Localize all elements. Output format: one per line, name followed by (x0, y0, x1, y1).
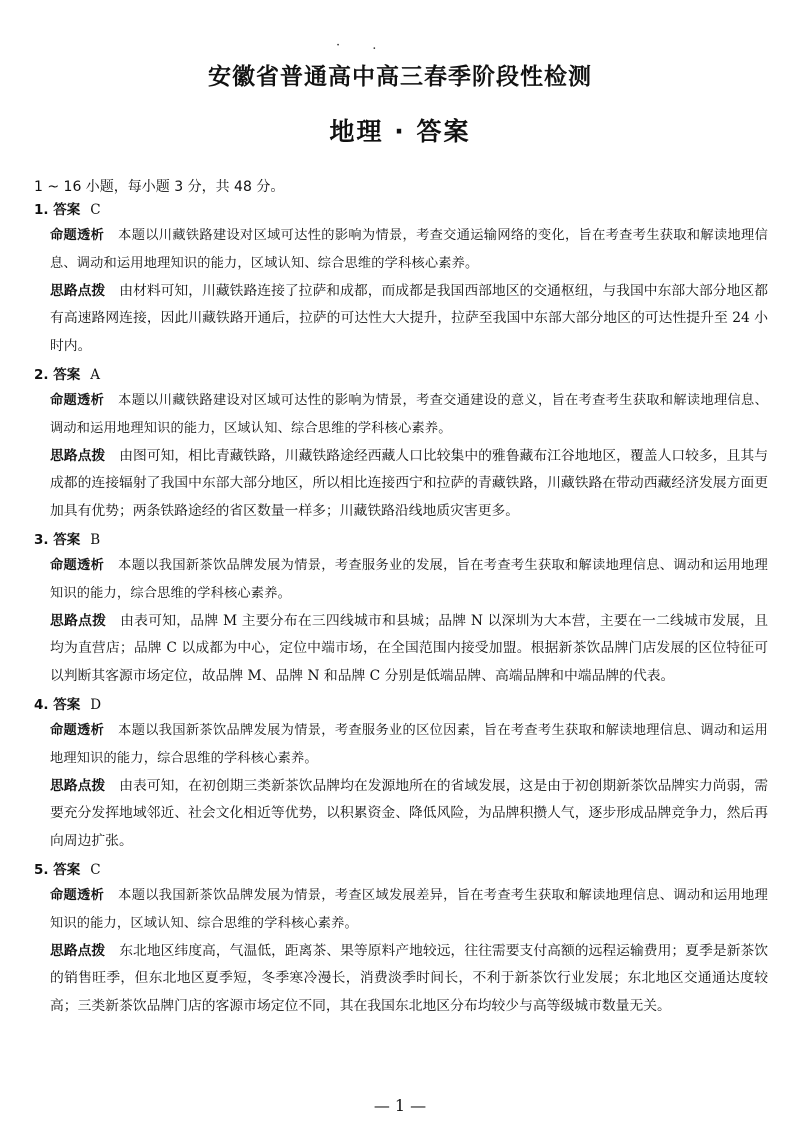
analysis-text: 本题以川藏铁路建设对区域可达性的影响为情景，考查交通建设的意义，旨在考查考生获取和解读地理信息、调动和运用地理知识的能力，区域认知、综合思维的学科核心素养。 (50, 392, 768, 436)
question-5 (34, 858, 768, 1021)
analysis-text: 本题以我国新茶饮品牌发展为情景，考查区域发展差异，旨在考查考生获取和解读地理信息、调动和运用地理知识的能力，区域认知、综合思维的学科核心素养。 (50, 887, 768, 931)
hint-label: 思路点拨 (50, 942, 106, 959)
analysis-paragraph (34, 882, 768, 938)
hint-paragraph (34, 938, 768, 1021)
hint-text: 由材料可知，川藏铁路连接了拉萨和成都，而成都是我国西部地区的交通枢纽，与我国中东部大部分地区都有高速路网连接，因此川藏铁路开通后，拉萨的可达性大大提升，拉萨至我国中东部大部分地区的可达性提升至 24 小时内。 (50, 282, 768, 355)
answer-value: B (90, 531, 101, 548)
hint-text: 由表可知，在初创期三类新茶饮品牌均在发源地所在的省域发展，这是由于初创期新茶饮品牌实力尚弱，需要充分发挥地域邻近、社会文化相近等优势，以积累资金、降低风险，为品牌积攒人气，逐步形成品牌竞争力，然后再向周边扩张。 (50, 777, 768, 850)
analysis-paragraph (34, 717, 768, 773)
analysis-text: 本题以我国新茶饮品牌发展为情景，考查服务业的区位因素，旨在考查考生获取和解读地理信息、调动和运用地理知识的能力，综合思维的学科核心素养。 (50, 722, 768, 766)
answer-value: C (90, 861, 101, 878)
question-4 (34, 693, 768, 856)
question-3 (34, 528, 768, 691)
answer-value: A (90, 366, 100, 383)
answer-value: C (90, 202, 101, 218)
hint-label: 思路点拨 (50, 777, 106, 794)
answer-label: 3. 答案 (34, 531, 81, 548)
page-subtitle: 地理 · 答案 (329, 117, 471, 146)
hint-paragraph (34, 773, 768, 856)
hint-paragraph (34, 608, 768, 691)
hint-label: 思路点拨 (50, 612, 107, 629)
page-number: — 1 — (373, 1096, 427, 1115)
page-title: 安徽省普通高中高三春季阶段性检测 (208, 64, 592, 90)
answer-line (34, 528, 768, 552)
hint-label: 思路点拨 (50, 282, 106, 299)
answer-label: 5. 答案 (34, 861, 81, 878)
analysis-label: 命题透析 (50, 228, 105, 243)
hint-text: 由图可知，相比青藏铁路，川藏铁路途经西藏人口比较集中的雅鲁藏布江谷地地区，覆盖人口较多，且其与成都的连接辐射了我国中东部大部分地区，所以相比连接西宁和拉萨的青藏铁路，川藏铁路在带动西藏经济发展方面更加具有优势；两条铁路途经的省区数量一样多；川藏铁路沿线地质灾害更多。 (50, 447, 768, 520)
question-1 (34, 198, 768, 361)
question-2 (34, 363, 768, 526)
section-intro: 1 ~ 16 小题，每小题 3 分，共 48 分。 (34, 179, 285, 195)
answer-value: D (90, 696, 102, 713)
analysis-text: 本题以川藏铁路建设对区域可达性的影响为情景，考查交通运输网络的变化，旨在考查考生获取和解读地理信息、调动和运用地理知识的能力，区域认知、综合思维的学科核心素养。 (50, 228, 768, 271)
answer-line (34, 693, 768, 717)
answer-label: 2. 答案 (34, 366, 81, 383)
analysis-paragraph (34, 387, 768, 443)
hint-paragraph (34, 278, 768, 361)
answer-label: 1. 答案 (34, 202, 81, 218)
hint-text: 东北地区纬度高，气温低，距离茶、果等原料产地较远，往往需要支付高额的远程运输费用；夏季是新茶饮的销售旺季，但东北地区夏季短，冬季寒冷漫长，消费淡季时间长，不利于新茶饮行业发展；东北地区交通通达度较高；三类新茶饮品牌门店的客源市场定位不同，其在我国东北地区分布均较少与高等级城市数量无关。 (50, 942, 768, 1015)
analysis-paragraph (34, 552, 768, 608)
answers-list (34, 196, 768, 1021)
analysis-label: 命题透析 (50, 557, 105, 573)
top-scan-mark: · . (336, 38, 391, 53)
analysis-label: 命题透析 (50, 887, 105, 903)
hint-label: 思路点拨 (50, 447, 106, 464)
hint-paragraph (34, 443, 768, 526)
analysis-paragraph (34, 222, 768, 278)
analysis-label: 命题透析 (50, 392, 105, 408)
answer-line (34, 858, 768, 882)
answer-line (34, 363, 768, 387)
analysis-text: 本题以我国新茶饮品牌发展为情景，考查服务业的发展，旨在考查考生获取和解读地理信息、调动和运用地理知识的能力，综合思维的学科核心素养。 (50, 557, 768, 601)
answer-label: 4. 答案 (34, 696, 81, 713)
analysis-label: 命题透析 (50, 722, 105, 738)
hint-text: 由表可知，品牌 M 主要分布在三四线城市和县城；品牌 N 以深圳为大本营，主要在一二线城市发展，且均为直营店；品牌 C 以成都为中心，定位中端市场，在全国范围内接受加盟。根据新茶饮品牌门店发展的区位特征可以判断其客源市场定位，故品牌 M、品牌 N 和品牌 C 分别是低端品牌、高端品牌和中端品牌的代表。 (50, 612, 768, 685)
answer-line (34, 198, 768, 222)
